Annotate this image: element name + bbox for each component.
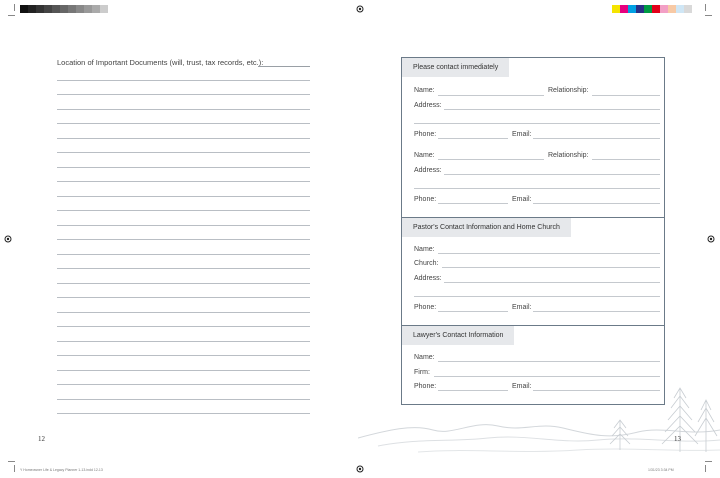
writing-line[interactable] [57,167,310,168]
registration-mark-icon [4,235,12,243]
writing-line[interactable] [57,109,310,110]
page-number-right: 13 [674,435,681,443]
phone-label: Phone: [414,304,437,311]
firm-line[interactable] [434,376,660,377]
pastor-contact-section [401,217,665,326]
writing-line[interactable] [57,355,310,356]
writing-line[interactable] [57,196,310,197]
registration-mark-icon [356,5,364,13]
phone-line[interactable] [438,203,508,204]
email-label: Email: [512,304,532,311]
crop-mark [8,461,15,462]
address-line[interactable] [414,296,660,297]
address-line[interactable] [414,123,660,124]
grayscale-calibration-bar [20,5,108,13]
section-title: Lawyer's Contact Information [402,326,514,345]
firm-label: Firm: [414,369,430,376]
crop-mark [705,4,706,11]
email-label: Email: [512,131,532,138]
crop-mark [705,465,706,472]
lawyer-contact-section [401,325,665,405]
phone-label: Phone: [414,196,437,203]
email-line[interactable] [533,390,660,391]
writing-line[interactable] [57,413,310,414]
writing-line[interactable] [57,210,310,211]
writing-line[interactable] [57,225,310,226]
phone-line[interactable] [438,311,508,312]
address-line[interactable] [444,174,660,175]
writing-line[interactable] [57,268,310,269]
phone-line[interactable] [438,390,508,391]
relationship-line[interactable] [592,95,660,96]
writing-line[interactable] [57,370,310,371]
name-label: Name: [414,246,435,253]
writing-line[interactable] [57,138,310,139]
phone-label: Phone: [414,383,437,390]
writing-line[interactable] [57,283,310,284]
relationship-line[interactable] [592,159,660,160]
church-line[interactable] [442,267,660,268]
address-line[interactable] [444,109,660,110]
phone-label: Phone: [414,131,437,138]
writing-line[interactable] [57,297,310,298]
writing-line[interactable] [57,254,310,255]
color-calibration-bar [612,5,692,13]
writing-line[interactable] [57,312,310,313]
relationship-label: Relationship: [548,87,589,94]
relationship-label: Relationship: [548,152,589,159]
writing-line[interactable] [57,181,310,182]
name-label: Name: [414,87,435,94]
documents-location-heading: Location of Important Documents (will, trust, tax records, etc.): [57,58,264,67]
email-label: Email: [512,383,532,390]
address-label: Address: [414,275,442,282]
name-label: Name: [414,152,435,159]
church-label: Church: [414,260,439,267]
name-line[interactable] [438,253,660,254]
writing-line[interactable] [57,123,310,124]
phone-line[interactable] [438,138,508,139]
writing-line[interactable] [258,66,310,67]
section-title: Pastor's Contact Information and Home Church [402,218,571,237]
registration-mark-icon [707,235,715,243]
writing-line[interactable] [57,326,310,327]
page-number-left: 12 [38,435,45,443]
crop-mark [705,15,712,16]
address-line[interactable] [414,188,660,189]
date-info-slug: 1/31/23 3:34 PM [648,468,674,472]
writing-line[interactable] [57,341,310,342]
writing-line[interactable] [57,384,310,385]
name-label: Name: [414,354,435,361]
email-line[interactable] [533,138,660,139]
name-line[interactable] [438,159,544,160]
file-info-slug: Y Homeowner Life & Legacy Planner 1-13.indd 12-13 [20,468,103,472]
registration-mark-icon [356,465,364,473]
address-label: Address: [414,102,442,109]
name-line[interactable] [438,95,544,96]
crop-mark [14,4,15,11]
email-label: Email: [512,196,532,203]
email-line[interactable] [533,311,660,312]
address-label: Address: [414,167,442,174]
address-line[interactable] [444,282,660,283]
writing-line[interactable] [57,399,310,400]
writing-line[interactable] [57,152,310,153]
name-line[interactable] [438,361,660,362]
section-title: Please contact immediately [402,58,509,77]
emergency-contacts-section [401,57,665,218]
email-line[interactable] [533,203,660,204]
crop-mark [8,15,15,16]
writing-line[interactable] [57,239,310,240]
crop-mark [705,461,712,462]
crop-mark [14,465,15,472]
writing-line[interactable] [57,80,310,81]
writing-line[interactable] [57,94,310,95]
